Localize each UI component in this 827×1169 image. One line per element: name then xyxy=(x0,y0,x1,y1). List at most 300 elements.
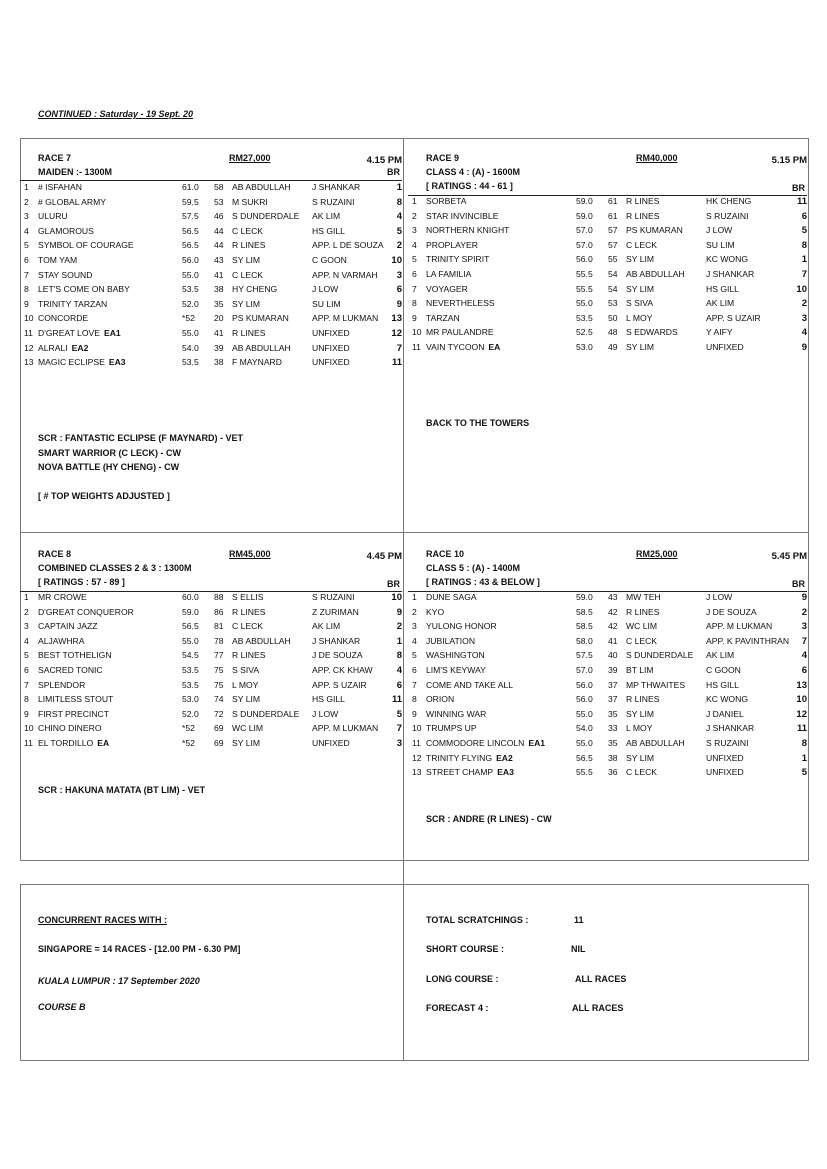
rating: 61 xyxy=(608,210,618,221)
horse-name-text: WASHINGTON xyxy=(426,650,485,661)
entry-number: 5 xyxy=(24,650,29,661)
entry-row xyxy=(408,284,807,299)
entry-row xyxy=(20,226,402,241)
entry-row xyxy=(20,665,402,680)
entry-number: 12 xyxy=(412,752,422,763)
weight: 52.0 xyxy=(182,708,199,719)
barrier: 1 xyxy=(396,182,402,193)
jockey: MP THWAITES xyxy=(626,679,686,690)
horse-name-text: WINNING WAR xyxy=(426,708,487,719)
barrier: 10 xyxy=(796,694,807,706)
entry-row xyxy=(20,636,402,651)
trainer: KC WONG xyxy=(706,254,749,265)
horse-name-text: LA FAMILIA xyxy=(426,268,472,279)
entry-number: 5 xyxy=(24,240,29,251)
horse-name-text: VAIN TYCOON xyxy=(426,341,485,352)
horse-name xyxy=(38,650,112,660)
jockey: S EDWARDS xyxy=(626,327,678,338)
jockey: AB ABDULLAH xyxy=(626,268,685,279)
trainer: J DANIEL xyxy=(706,708,744,719)
entry-number: 7 xyxy=(412,679,417,690)
jockey: S DUNDERDALE xyxy=(626,650,694,661)
entry-row xyxy=(20,313,402,328)
rating: 37 xyxy=(608,679,618,690)
barrier: 7 xyxy=(396,342,402,354)
rating: 49 xyxy=(608,341,618,352)
entry-number: 8 xyxy=(412,694,417,705)
trainer: J SHANKAR xyxy=(706,268,755,279)
entry-number: 4 xyxy=(412,239,417,250)
entry-row xyxy=(408,327,807,342)
jockey: C LECK xyxy=(626,635,658,646)
trainer: UNFIXED xyxy=(312,737,350,748)
weight: 55.0 xyxy=(576,737,593,748)
entry-number: 11 xyxy=(24,737,33,748)
horse-name-text: D'GREAT LOVE xyxy=(38,327,100,338)
rating: 72 xyxy=(214,708,224,719)
singapore-line: SINGAPORE = 14 RACES - [12.00 PM - 6.30 PM] xyxy=(38,944,241,954)
barrier: 3 xyxy=(396,737,402,749)
trainer: KC WONG xyxy=(706,694,749,705)
horse-name-text: ORION xyxy=(426,694,455,705)
footer-frame xyxy=(20,884,809,1061)
entry-row xyxy=(408,753,807,768)
entry-number: 11 xyxy=(412,341,421,352)
horse-name xyxy=(38,665,103,675)
emergency-tag: EA3 xyxy=(497,767,514,778)
horse-name xyxy=(38,738,109,748)
horse-name xyxy=(426,709,486,719)
entry-number: 5 xyxy=(412,254,417,265)
entry-row xyxy=(20,709,402,724)
horse-name xyxy=(426,680,513,690)
barrier: 1 xyxy=(801,752,807,764)
horse-name-text: STREET CHAMP xyxy=(426,767,494,778)
rating: 48 xyxy=(608,327,618,338)
trainer: APP. CK KHAW xyxy=(312,664,373,675)
barrier: 7 xyxy=(801,268,807,280)
jockey: L MOY xyxy=(626,723,653,734)
trainer: APP. N VARMAH xyxy=(312,269,378,280)
entry-number: 6 xyxy=(24,664,29,675)
rating: 69 xyxy=(214,723,224,734)
rating: 41 xyxy=(214,269,224,280)
trainer: SU LIM xyxy=(312,298,341,309)
trainer: AK LIM xyxy=(706,650,735,661)
rating: 44 xyxy=(214,225,224,236)
entry-row xyxy=(20,592,402,607)
weight: 59.0 xyxy=(576,196,593,206)
trainer: HS GILL xyxy=(706,679,739,690)
jockey: SY LIM xyxy=(626,254,655,265)
rating: 75 xyxy=(214,679,224,690)
entry-row xyxy=(20,240,402,255)
weight: 55.5 xyxy=(576,283,593,294)
barrier: 5 xyxy=(801,767,807,779)
jockey: R LINES xyxy=(232,240,266,251)
weight: 57.5 xyxy=(182,211,199,222)
jockey: C LECK xyxy=(232,225,264,236)
weight: 57.0 xyxy=(576,225,593,236)
trainer: J SHANKAR xyxy=(706,723,755,734)
race-prize: RM40,000 xyxy=(636,153,678,163)
race-time: 4.15 PM xyxy=(366,155,402,166)
horse-name xyxy=(38,636,84,646)
barrier: 12 xyxy=(391,327,402,339)
horse-name xyxy=(38,680,85,690)
horse-name-text: MR PAULANDRE xyxy=(426,327,494,338)
jockey: C LECK xyxy=(232,269,264,280)
barrier: 6 xyxy=(396,284,402,296)
barrier: 11 xyxy=(796,196,807,207)
rating: 57 xyxy=(608,225,618,236)
weight: 55.5 xyxy=(576,767,593,778)
rating: 69 xyxy=(214,737,224,748)
jockey: S DUNDERDALE xyxy=(232,708,300,719)
horse-name xyxy=(426,694,454,704)
jockey: S DUNDERDALE xyxy=(232,211,300,222)
rating: 50 xyxy=(608,312,618,323)
race-title: RACE 10 xyxy=(426,549,465,559)
entry-row xyxy=(408,723,807,738)
rating: 35 xyxy=(608,737,618,748)
jockey: MW TEH xyxy=(626,592,661,602)
rating: 40 xyxy=(608,650,618,661)
horse-name xyxy=(426,607,444,617)
horse-name-text: STAY SOUND xyxy=(38,269,93,280)
entry-number: 10 xyxy=(24,723,34,734)
entry-number: 2 xyxy=(412,210,417,221)
entry-row xyxy=(20,343,402,358)
barrier: 2 xyxy=(396,240,402,252)
rating: 57 xyxy=(608,239,618,250)
rating: 43 xyxy=(608,592,618,602)
jockey: SY LIM xyxy=(626,341,655,352)
jockey: S ELLIS xyxy=(232,592,264,602)
entry-row xyxy=(408,621,807,636)
jockey: R LINES xyxy=(232,650,266,661)
weight: 55.0 xyxy=(182,327,199,338)
rating: 53 xyxy=(214,196,224,207)
horse-name-text: NORTHERN KNIGHT xyxy=(426,225,510,236)
horse-name xyxy=(38,723,102,733)
horse-name xyxy=(38,182,82,192)
entry-number: 11 xyxy=(24,327,33,338)
entry-row xyxy=(20,680,402,695)
entry-number: 10 xyxy=(412,327,422,338)
jockey: L MOY xyxy=(626,312,653,323)
trainer: APP. L DE SOUZA xyxy=(312,240,384,251)
emergency-tag: EA1 xyxy=(528,737,546,748)
trainer: APP. M LUKMAN xyxy=(706,621,773,632)
race-8-note: SCR : HAKUNA MATATA (BT LIM) - VET xyxy=(38,785,206,795)
trainer: S RUZAINI xyxy=(312,196,355,207)
barrier: 9 xyxy=(801,592,807,603)
rating: 86 xyxy=(214,606,224,617)
horse-name xyxy=(426,650,485,660)
rating: 46 xyxy=(214,211,224,222)
barrier: 13 xyxy=(796,679,807,691)
trainer: AK LIM xyxy=(312,621,341,632)
horse-name-text: COMMODORE LINCOLN xyxy=(426,737,525,748)
horse-name xyxy=(426,723,477,733)
emergency-tag: EA xyxy=(488,341,501,352)
rating: 55 xyxy=(608,254,618,265)
jockey: R LINES xyxy=(626,606,660,617)
horse-name xyxy=(426,738,545,748)
race-rating: [ RATINGS : 43 & BELOW ] xyxy=(426,577,540,587)
race-time: 4.45 PM xyxy=(366,551,402,562)
emergency-tag: EA2 xyxy=(496,752,513,763)
entry-row xyxy=(408,738,807,753)
rating: 77 xyxy=(214,650,224,661)
trainer: APP. M LUKMAN xyxy=(312,313,379,324)
weight: 57.0 xyxy=(576,239,593,250)
entry-row xyxy=(408,211,807,226)
weight: 56.0 xyxy=(576,679,593,690)
br-header: BR xyxy=(387,579,400,589)
race-10-note: SCR : ANDRE (R LINES) - CW xyxy=(426,814,552,824)
horse-name-text: LIM'S KEYWAY xyxy=(426,664,486,675)
entry-number: 3 xyxy=(412,225,417,236)
race-7-note: [ # TOP WEIGHTS ADJUSTED ] xyxy=(38,491,170,501)
horse-name xyxy=(38,255,77,265)
trainer: HK CHENG xyxy=(706,196,752,206)
weight: 53.5 xyxy=(182,679,199,690)
jockey: AB ABDULLAH xyxy=(232,635,291,646)
weight: 56.5 xyxy=(182,225,199,236)
horse-name xyxy=(38,211,68,221)
trainer: J LOW xyxy=(312,708,339,719)
weight: 60.0 xyxy=(182,592,199,602)
trainer: UNFIXED xyxy=(706,341,744,352)
entry-number: 1 xyxy=(412,196,417,206)
entry-row xyxy=(408,313,807,328)
rating: 54 xyxy=(608,268,618,279)
trainer: SU LIM xyxy=(706,239,735,250)
weight: 55.0 xyxy=(182,635,199,646)
barrier: 8 xyxy=(801,737,807,749)
rating: 88 xyxy=(214,592,224,602)
barrier: 11 xyxy=(391,357,402,369)
horse-name xyxy=(38,343,88,353)
barrier: 10 xyxy=(391,254,402,266)
weight: 54.5 xyxy=(182,650,199,661)
race-9-note: BACK TO THE TOWERS xyxy=(426,418,530,428)
horse-name-text: TRINITY SPIRIT xyxy=(426,254,490,265)
horse-name xyxy=(426,592,477,602)
horse-name xyxy=(38,607,134,617)
entry-number: 13 xyxy=(412,767,422,778)
horse-name-text: EL TORDILLO xyxy=(38,737,94,748)
barrier: 1 xyxy=(801,254,807,266)
race-class: COMBINED CLASSES 2 & 3 : 1300M xyxy=(38,563,192,573)
entries-list xyxy=(408,196,807,357)
barrier: 2 xyxy=(801,606,807,618)
race-7-note: NOVA BATTLE (HY CHENG) - CW xyxy=(38,462,180,472)
entry-number: 1 xyxy=(24,592,29,602)
entry-row xyxy=(20,182,402,197)
concurrent-heading: CONCURRENT RACES WITH : xyxy=(38,915,167,925)
rating: 38 xyxy=(608,752,618,763)
weight: 55.5 xyxy=(576,268,593,279)
horse-name xyxy=(426,665,486,675)
entries-list xyxy=(408,592,807,782)
weight: 54.0 xyxy=(576,723,593,734)
entry-number: 9 xyxy=(24,708,29,719)
weight: 57.5 xyxy=(576,650,593,661)
weight: *52 xyxy=(182,737,195,748)
horse-name xyxy=(38,709,109,719)
weight: 58.5 xyxy=(576,621,593,632)
trainer: HS GILL xyxy=(312,225,345,236)
jockey: C LECK xyxy=(626,767,658,778)
jockey: R LINES xyxy=(626,196,660,206)
rating: 39 xyxy=(608,664,618,675)
weight: 61.0 xyxy=(182,182,199,192)
race-title: RACE 8 xyxy=(38,549,72,559)
entry-number: 4 xyxy=(24,635,29,646)
horse-name xyxy=(426,269,471,279)
rating: 20 xyxy=(214,313,224,324)
horse-name-text: NEVERTHELESS xyxy=(426,298,495,309)
entry-number: 3 xyxy=(412,621,417,632)
jockey: S SIVA xyxy=(232,664,260,675)
entry-number: 10 xyxy=(412,723,422,734)
horse-name-text: TRUMPS UP xyxy=(426,723,477,734)
jockey: BT LIM xyxy=(626,664,654,675)
trainer: C GOON xyxy=(706,664,741,675)
barrier: 11 xyxy=(796,723,807,735)
jockey: R LINES xyxy=(232,606,266,617)
rating: 35 xyxy=(608,708,618,719)
barrier: 13 xyxy=(391,313,402,325)
rating: 54 xyxy=(608,283,618,294)
horse-name-text: SACRED TONIC xyxy=(38,664,103,675)
weight: 52.0 xyxy=(182,298,199,309)
jockey: R LINES xyxy=(626,210,660,221)
weight: 59.0 xyxy=(576,592,593,602)
race-title: RACE 7 xyxy=(38,153,72,163)
horse-name-text: SYMBOL OF COURAGE xyxy=(38,240,134,251)
weight: 53.5 xyxy=(182,664,199,675)
barrier: 2 xyxy=(396,621,402,633)
trainer: UNFIXED xyxy=(706,767,744,778)
entry-number: 12 xyxy=(24,342,34,353)
trainer: AK LIM xyxy=(706,298,735,309)
entry-row xyxy=(20,738,402,753)
horse-name xyxy=(38,197,106,207)
entry-row xyxy=(20,211,402,226)
jockey: C LECK xyxy=(626,239,658,250)
entry-row xyxy=(408,592,807,607)
weight: 58.0 xyxy=(576,635,593,646)
jockey: F MAYNARD xyxy=(232,357,282,368)
weight: *52 xyxy=(182,313,195,324)
horse-name xyxy=(38,284,130,294)
trainer: HS GILL xyxy=(312,694,345,705)
barrier: 5 xyxy=(801,225,807,237)
kl-line: KUALA LUMPUR : 17 September 2020 xyxy=(38,976,200,986)
entries-list xyxy=(20,592,402,753)
barrier: 6 xyxy=(801,210,807,222)
entry-number: 3 xyxy=(24,211,29,222)
entry-number: 13 xyxy=(24,357,34,368)
trainer: UNFIXED xyxy=(312,342,350,353)
trainer: J SHANKAR xyxy=(312,635,361,646)
barrier: 10 xyxy=(796,283,807,295)
horse-name xyxy=(38,270,92,280)
entry-number: 9 xyxy=(412,312,417,323)
horse-name xyxy=(38,313,88,323)
horse-name xyxy=(426,753,513,763)
rating: 38 xyxy=(214,284,224,295)
entry-number: 8 xyxy=(24,694,29,705)
horse-name xyxy=(426,225,509,235)
horse-name-text: PROPLAYER xyxy=(426,239,478,250)
entry-number: 2 xyxy=(24,196,29,207)
entry-row xyxy=(408,225,807,240)
barrier: 3 xyxy=(801,621,807,633)
jockey: HY CHENG xyxy=(232,284,278,295)
entry-row xyxy=(408,269,807,284)
trainer: Z ZURIMAN xyxy=(312,606,359,617)
emergency-tag: EA3 xyxy=(108,357,126,368)
weight: 57.0 xyxy=(576,664,593,675)
entry-number: 9 xyxy=(24,298,29,309)
weight: 53.5 xyxy=(182,284,199,295)
race-class: MAIDEN :- 1300M xyxy=(38,167,113,177)
entry-number: 10 xyxy=(24,313,34,324)
jockey: L MOY xyxy=(232,679,259,690)
horse-name-text: ALRALI xyxy=(38,342,68,353)
long-course-value: ALL RACES xyxy=(575,974,627,984)
rating: 36 xyxy=(608,767,618,778)
entry-number: 2 xyxy=(24,606,29,617)
weight: 56.0 xyxy=(576,694,593,705)
horse-name xyxy=(426,342,500,352)
jockey: PS KUMARAN xyxy=(626,225,683,236)
horse-name xyxy=(426,636,475,646)
rating: 37 xyxy=(608,694,618,705)
race-7-note: SMART WARRIOR (C LECK) - CW xyxy=(38,448,181,458)
horse-name-text: MR CROWE xyxy=(38,592,87,602)
trainer: APP. S UZAIR xyxy=(312,679,367,690)
horse-name-text: CAPTAIN JAZZ xyxy=(38,621,98,632)
barrier: 6 xyxy=(396,679,402,691)
weight: 56.0 xyxy=(576,254,593,265)
entry-number: 6 xyxy=(412,268,417,279)
trainer: APP. M LUKMAN xyxy=(312,723,379,734)
barrier: 9 xyxy=(396,606,402,618)
br-header: BR xyxy=(792,579,805,589)
emergency-tag: EA2 xyxy=(71,342,89,353)
horse-name xyxy=(426,313,460,323)
weight: 53.0 xyxy=(576,341,593,352)
total-scratchings-value: 11 xyxy=(574,915,584,925)
weight: 52.5 xyxy=(576,327,593,338)
weight: 59.0 xyxy=(182,606,199,617)
race-7-note: SCR : FANTASTIC ECLIPSE (F MAYNARD) - VET xyxy=(38,433,244,443)
jockey: C LECK xyxy=(232,621,264,632)
entry-row xyxy=(20,607,402,622)
entry-row xyxy=(20,197,402,212)
row-divider xyxy=(20,532,809,533)
entries-list xyxy=(20,182,402,372)
horse-name-text: KYO xyxy=(426,606,445,617)
horse-name xyxy=(38,592,87,602)
barrier: 8 xyxy=(396,196,402,208)
